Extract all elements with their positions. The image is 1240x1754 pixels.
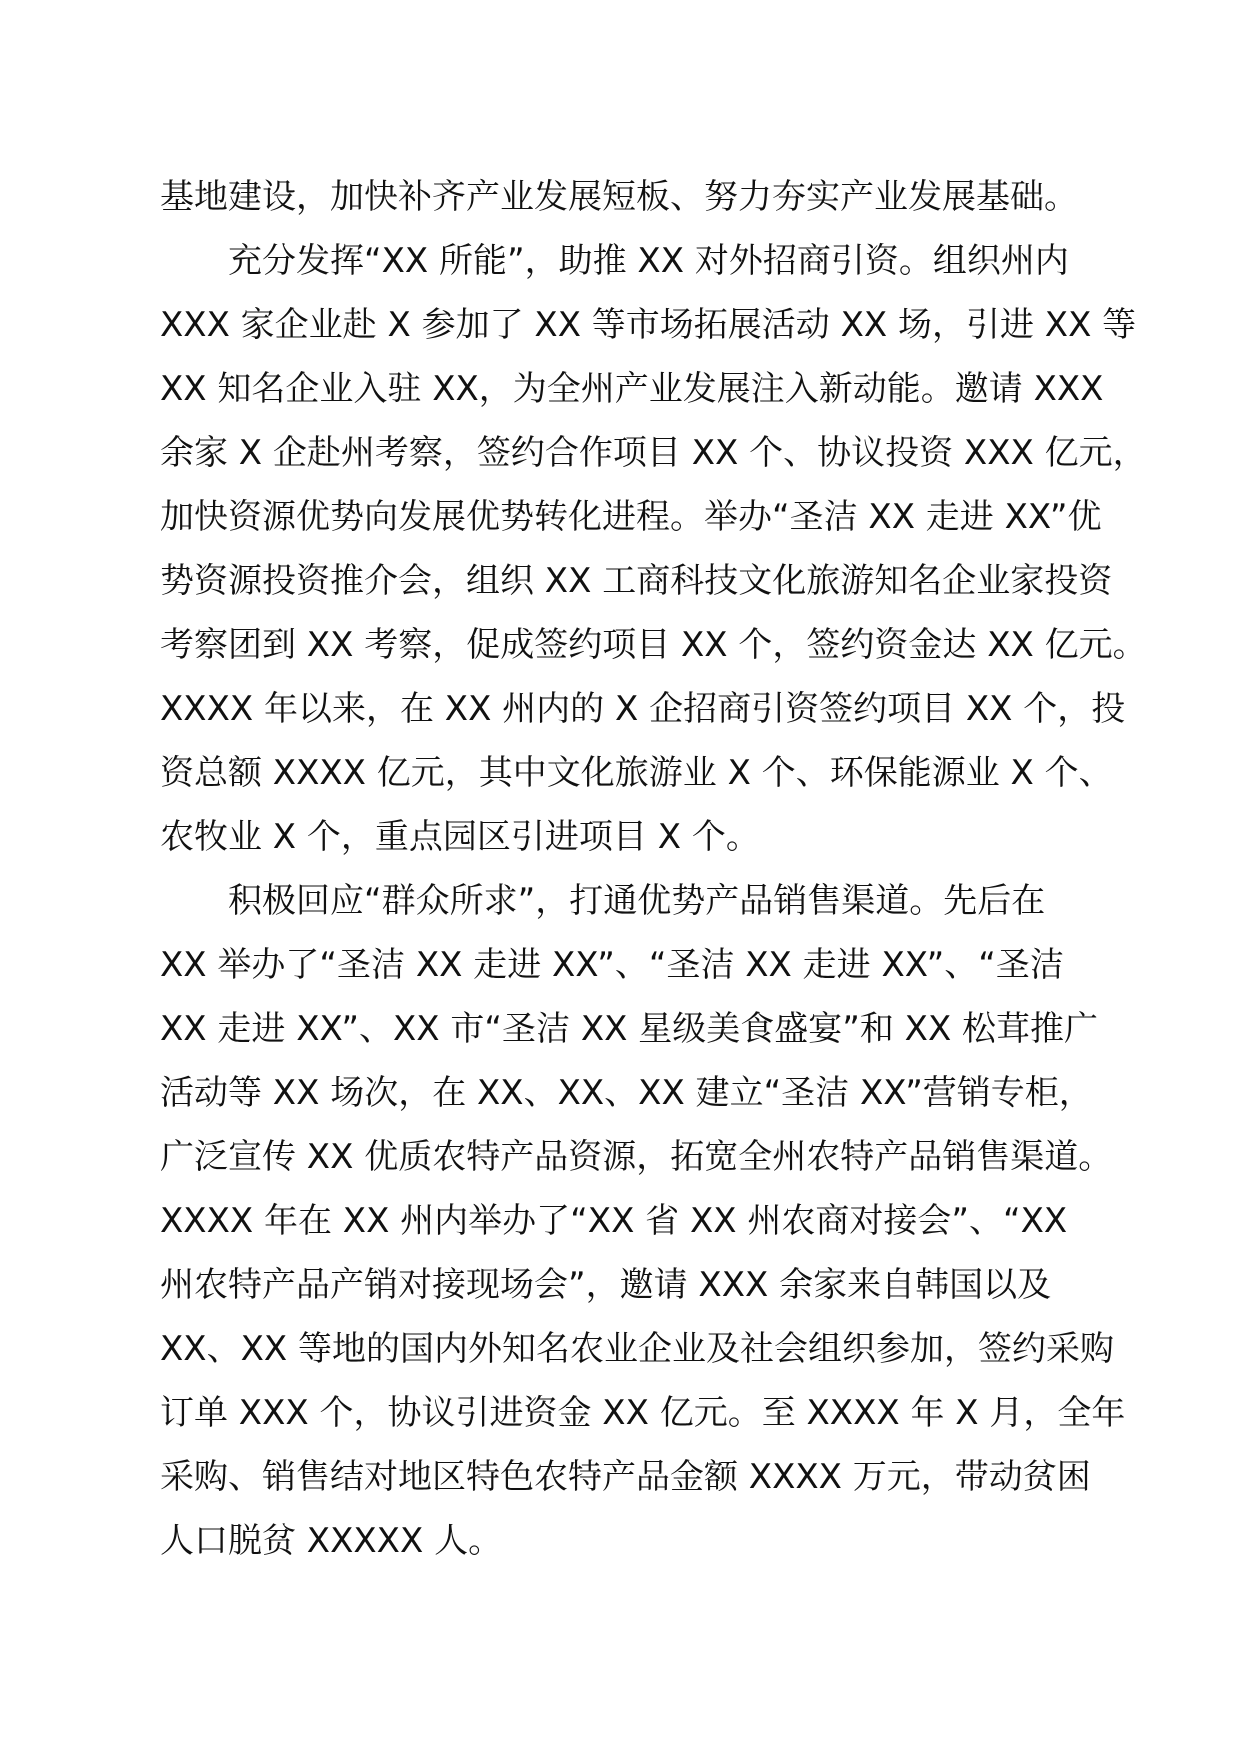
text-line: 基地建设，加快补齐产业发展短板、努力夯实产业发展基础。 — [160, 177, 1078, 217]
text-line: 活动等 XX 场次，在 XX、XX、XX 建立“圣洁 XX”营销专柜， — [160, 1073, 1093, 1113]
paragraph-first-line: 充分发挥“XX 所能”，助推 XX 对外招商引资。组织州内 — [228, 241, 1069, 281]
text-line: 采购、销售结对地区特色农特产品金额 XXXX 万元，带动贫困 — [160, 1457, 1091, 1497]
text-line: XX、XX 等地的国内外知名农业企业及社会组织参加，签约采购 — [160, 1329, 1114, 1369]
text-line: 余家 X 企赴州考察，签约合作项目 XX 个、协议投资 XXX 亿元， — [160, 433, 1147, 473]
text-line: 势资源投资推介会，组织 XX 工商科技文化旅游知名企业家投资 — [160, 561, 1113, 601]
text-line: XX 举办了“圣洁 XX 走进 XX”、“圣洁 XX 走进 XX”、“圣洁 — [160, 945, 1064, 985]
text-line: 农牧业 X 个，重点园区引进项目 X 个。 — [160, 817, 760, 857]
text-line: 考察团到 XX 考察，促成签约项目 XX 个，签约资金达 XX 亿元。 — [160, 625, 1147, 665]
paragraph-first-line: 积极回应“群众所求”，打通优势产品销售渠道。先后在 — [228, 881, 1046, 921]
text-line: 加快资源优势向发展优势转化进程。举办“圣洁 XX 走进 XX”优 — [160, 497, 1102, 537]
text-line: XXX 家企业赴 X 参加了 XX 等市场拓展活动 XX 场，引进 XX 等 — [160, 305, 1137, 345]
text-line: XX 走进 XX”、XX 市“圣洁 XX 星级美食盛宴”和 XX 松茸推广 — [160, 1009, 1099, 1049]
text-line: 订单 XXX 个，协议引进资金 XX 亿元。至 XXXX 年 X 月，全年 — [160, 1393, 1126, 1433]
text-line: 广泛宣传 XX 优质农特产品资源，拓宽全州农特产品销售渠道。 — [160, 1137, 1113, 1177]
text-line: XX 知名企业入驻 XX，为全州产业发展注入新动能。邀请 XXX — [160, 369, 1104, 409]
text-line: 资总额 XXXX 亿元，其中文化旅游业 X 个、环保能源业 X 个、 — [160, 753, 1113, 793]
document-body — [160, 165, 1147, 1573]
text-line: XXXX 年在 XX 州内举办了“XX 省 XX 州农商对接会”、“XX — [160, 1201, 1068, 1241]
text-line: XXXX 年以来，在 XX 州内的 X 企招商引资签约项目 XX 个，投 — [160, 689, 1126, 729]
text-line: 州农特产品产销对接现场会”，邀请 XXX 余家来自韩国以及 — [160, 1265, 1052, 1305]
text-line: 人口脱贫 XXXXX 人。 — [160, 1521, 503, 1561]
